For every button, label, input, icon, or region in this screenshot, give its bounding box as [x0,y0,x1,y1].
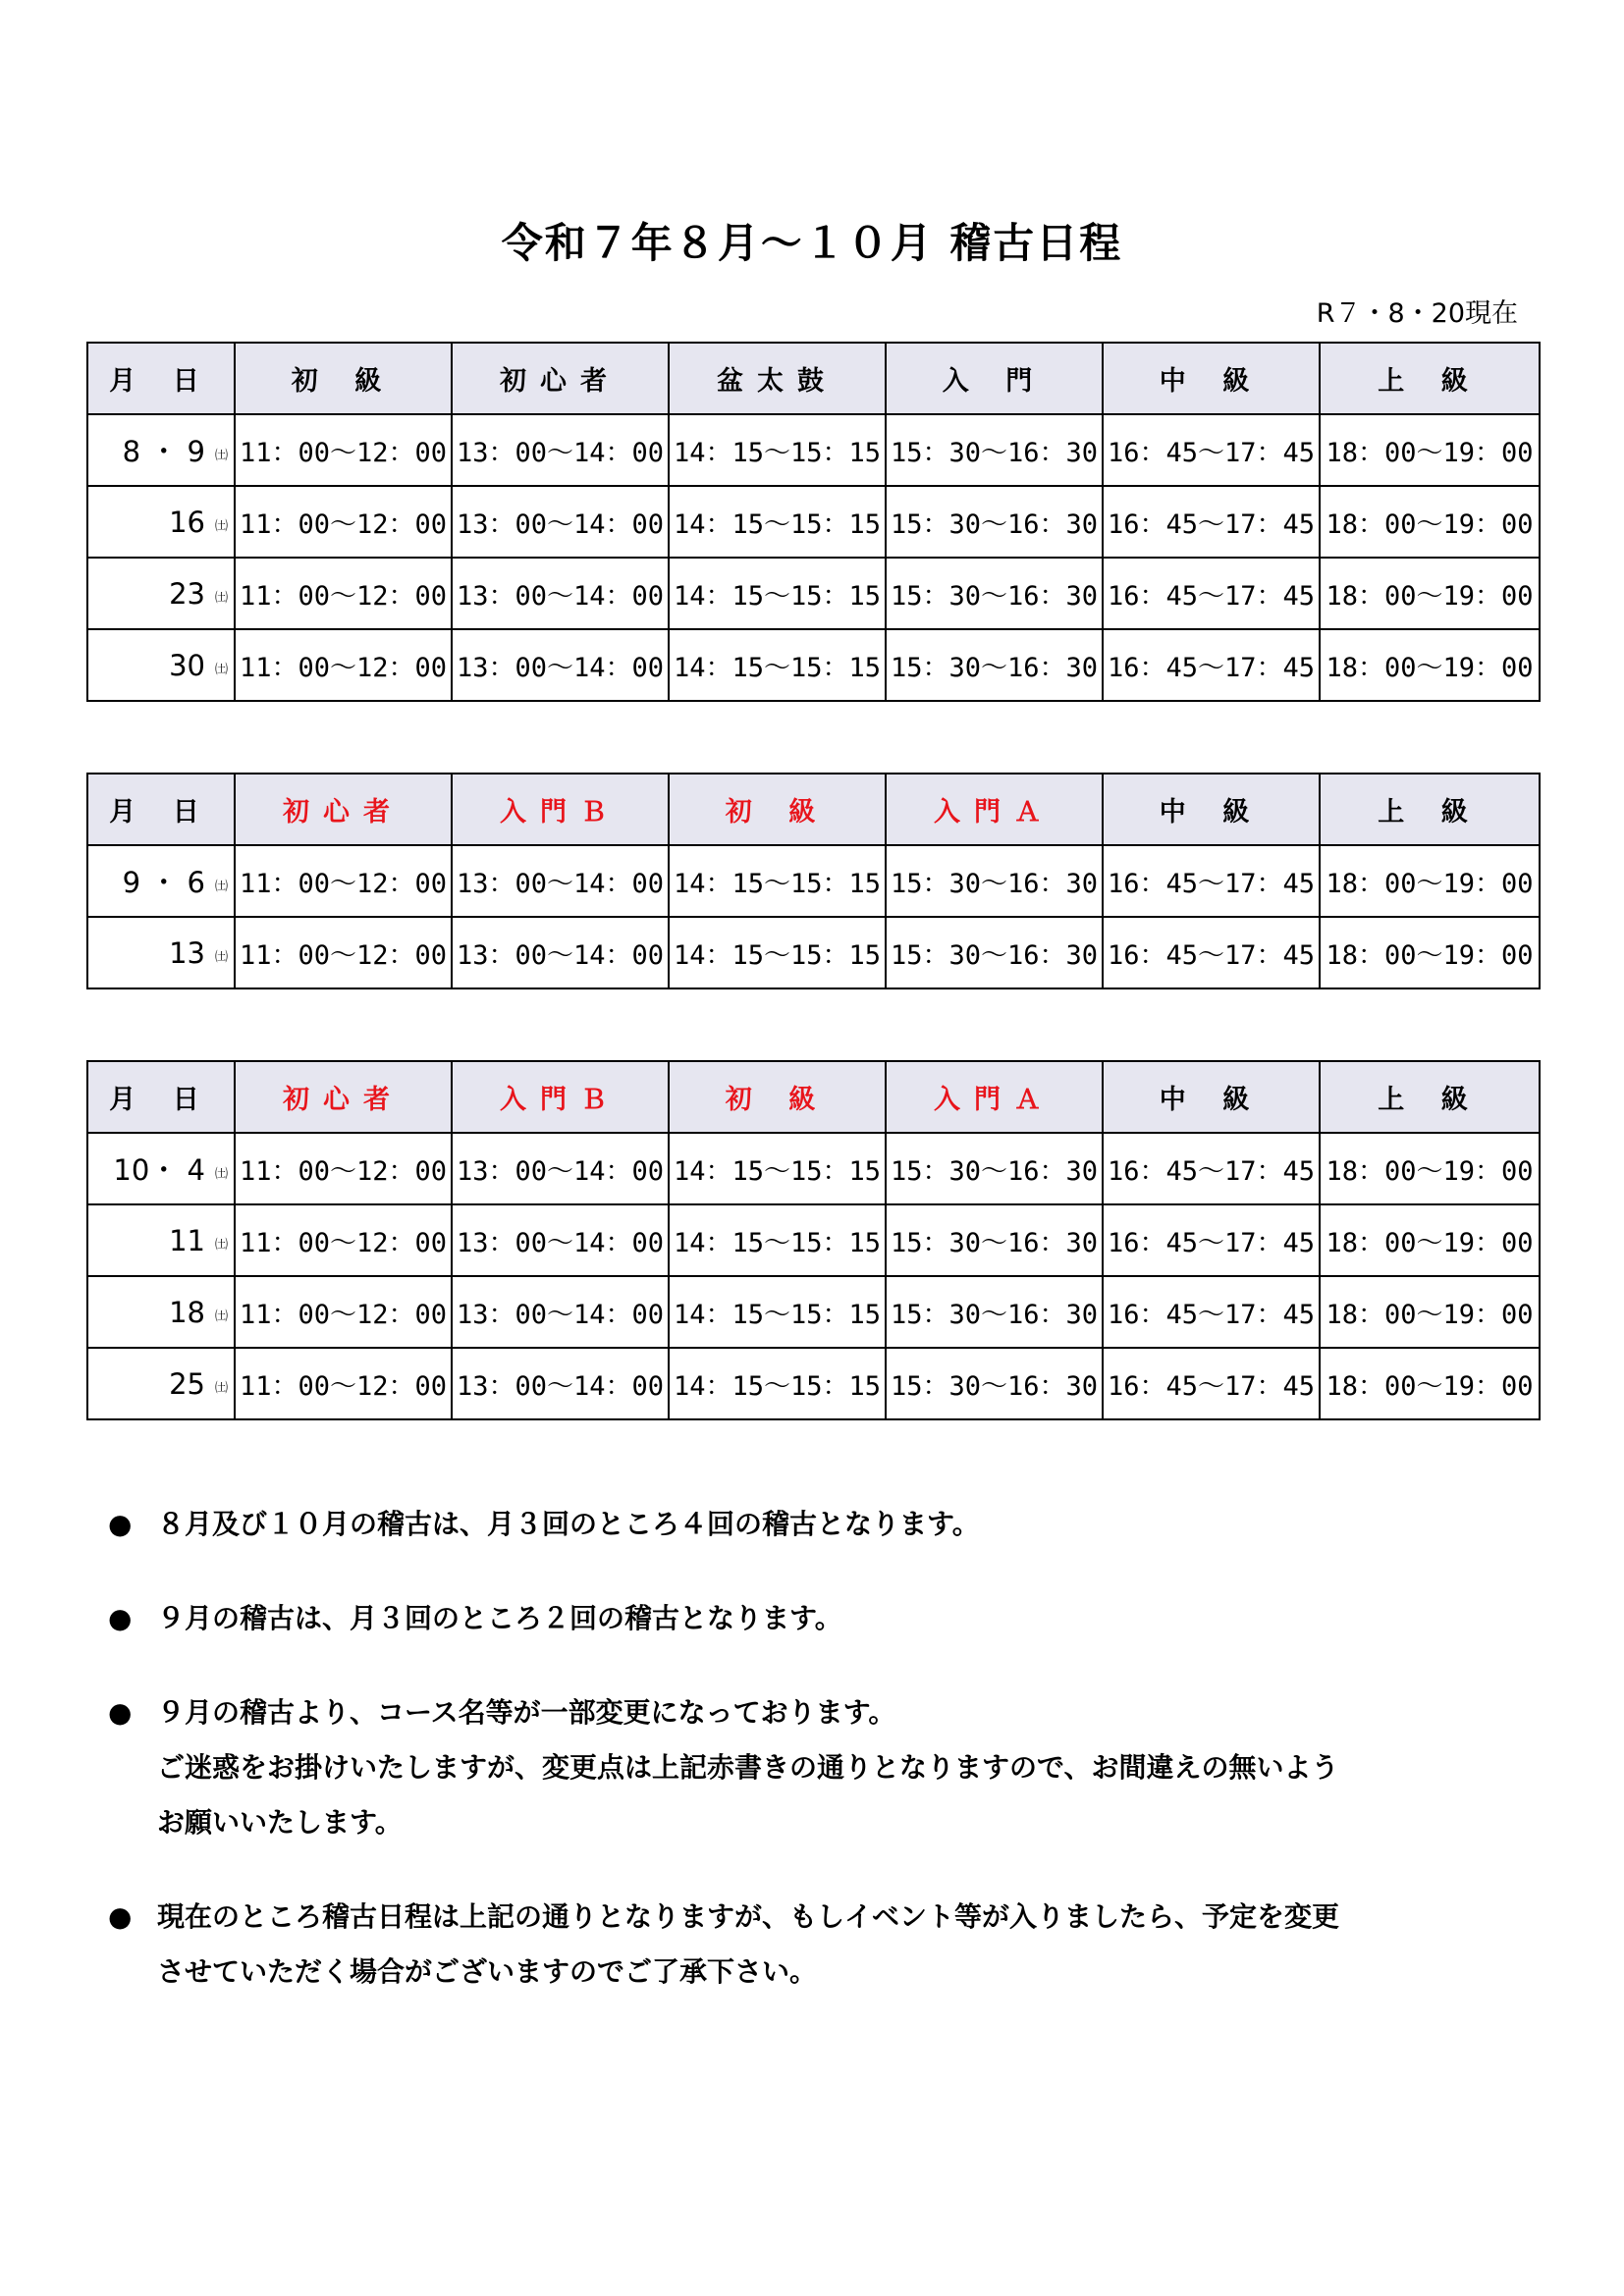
time-cell: 14：15～15：15 [669,558,886,629]
time-cell: 16：45～17：45 [1103,558,1320,629]
date-cell [87,558,235,629]
header-course: 初心者 [235,1061,452,1133]
bullet-icon: ● [108,1508,133,1540]
note-item [108,1685,1532,1850]
day-of-week: ㈯ [214,590,228,606]
note-line: 現在のところ稽古日程は上記の通りとなりますが、もしイベント等が入りましたら、予定を変更 [157,1900,1340,1933]
header-date: 月 日 [87,1061,235,1133]
schedule-table-september [86,773,1541,989]
schedule-table-august [86,342,1541,702]
time-cell: 13：00～14：00 [452,558,669,629]
time-cell: 15：30～16：30 [886,845,1103,917]
bullet-icon: ● [108,1900,133,1933]
date-cell [87,1204,235,1276]
time-cell: 14：15～15：15 [669,1276,886,1348]
date-label: 18 [169,1295,205,1329]
time-cell: 18：00～19：00 [1320,1133,1540,1204]
note-line: ８月及び１０月の稽古は、月３回のところ４回の稽古となります。 [157,1508,980,1540]
day-of-week: ㈯ [214,1380,228,1396]
time-cell: 14：15～15：15 [669,917,886,988]
date-cell [87,917,235,988]
note-line: ご迷惑をお掛けいたしますが、変更点は上記赤書きの通りとなりますので、お間違えの無いよう [157,1751,1339,1784]
day-of-week: ㈯ [214,1167,228,1182]
header-date: 月 日 [87,343,235,414]
time-cell: 15：30～16：30 [886,414,1103,486]
time-cell: 13：00～14：00 [452,1276,669,1348]
header-course: 上 級 [1320,774,1540,845]
time-cell: 14：15～15：15 [669,845,886,917]
time-cell: 18：00～19：00 [1320,558,1540,629]
date-cell [87,486,235,558]
time-cell: 15：30～16：30 [886,1133,1103,1204]
time-cell: 13：00～14：00 [452,486,669,558]
header-course: 上 級 [1320,343,1540,414]
table-row [87,917,1540,988]
time-cell: 13：00～14：00 [452,917,669,988]
bullet-icon: ● [108,1602,133,1634]
day-of-week: ㈯ [214,949,228,965]
header-date: 月 日 [87,774,235,845]
notes-list [108,1497,1532,2039]
header-course: 初心者 [235,774,452,845]
schedule-table-october [86,1060,1541,1420]
date-label: 23 [169,576,205,611]
day-of-week: ㈯ [214,1237,228,1253]
date-label: 11 [169,1223,205,1257]
time-cell: 11：00～12：00 [235,414,452,486]
header-course: 上 級 [1320,1061,1540,1133]
time-cell: 14：15～15：15 [669,1133,886,1204]
day-of-week: ㈯ [214,662,228,677]
table-row [87,486,1540,558]
page-title: 令和７年８月～１０月 稽古日程 [501,219,1123,267]
time-cell: 11：00～12：00 [235,1276,452,1348]
date-cell [87,1348,235,1419]
time-cell: 14：15～15：15 [669,629,886,701]
date-cell [87,1276,235,1348]
time-cell: 18：00～19：00 [1320,1204,1540,1276]
date-label: 9 ・ 6 [122,866,205,899]
header-course: 盆太鼓 [669,343,886,414]
day-of-week: ㈯ [214,518,228,534]
time-cell: 16：45～17：45 [1103,917,1320,988]
header-course: 初 級 [669,1061,886,1133]
time-cell: 11：00～12：00 [235,1204,452,1276]
time-cell: 11：00～12：00 [235,629,452,701]
note-line: ９月の稽古は、月３回のところ２回の稽古となります。 [157,1602,842,1634]
table-row [87,629,1540,701]
table-row [87,558,1540,629]
table-header-row [87,343,1540,414]
time-cell: 18：00～19：00 [1320,486,1540,558]
time-cell: 18：00～19：00 [1320,629,1540,701]
time-cell: 15：30～16：30 [886,1276,1103,1348]
date-label: 16 [169,505,205,539]
time-cell: 11：00～12：00 [235,1348,452,1419]
header-course: 入門Ｂ [452,1061,669,1133]
time-cell: 18：00～19：00 [1320,1348,1540,1419]
header-course: 入 門 [886,343,1103,414]
time-cell: 13：00～14：00 [452,1133,669,1204]
header-course: 入門Ａ [886,774,1103,845]
as-of-date: R７・8・20現在 [1316,298,1518,329]
date-cell [87,414,235,486]
note-line: させていただく場合がございますのでご了承下さい。 [157,1955,818,1988]
date-label: 25 [169,1366,205,1401]
time-cell: 16：45～17：45 [1103,629,1320,701]
header-course: 入門Ｂ [452,774,669,845]
day-of-week: ㈯ [214,1308,228,1324]
header-course: 入門Ａ [886,1061,1103,1133]
date-label: 8 ・ 9 [122,435,205,468]
date-label: 13 [169,935,205,970]
time-cell: 11：00～12：00 [235,917,452,988]
time-cell: 14：15～15：15 [669,1348,886,1419]
time-cell: 11：00～12：00 [235,558,452,629]
time-cell: 16：45～17：45 [1103,1133,1320,1204]
time-cell: 15：30～16：30 [886,629,1103,701]
table-row [87,845,1540,917]
table-row [87,1133,1540,1204]
note-item [108,1890,1532,2000]
table-header-row [87,1061,1540,1133]
time-cell: 11：00～12：00 [235,486,452,558]
day-of-week: ㈯ [214,880,228,894]
date-label: 10・ 4 [113,1153,205,1187]
table-row [87,414,1540,486]
time-cell: 15：30～16：30 [886,558,1103,629]
time-cell: 11：00～12：00 [235,1133,452,1204]
date-cell [87,1133,235,1204]
time-cell: 11：00～12：00 [235,845,452,917]
time-cell: 16：45～17：45 [1103,1204,1320,1276]
time-cell: 18：00～19：00 [1320,917,1540,988]
time-cell: 16：45～17：45 [1103,414,1320,486]
time-cell: 15：30～16：30 [886,917,1103,988]
day-of-week: ㈯ [214,449,228,463]
time-cell: 15：30～16：30 [886,1348,1103,1419]
time-cell: 14：15～15：15 [669,486,886,558]
table-row [87,1276,1540,1348]
header-course: 中 級 [1103,1061,1320,1133]
time-cell: 18：00～19：00 [1320,845,1540,917]
time-cell: 13：00～14：00 [452,1204,669,1276]
time-cell: 15：30～16：30 [886,1204,1103,1276]
date-label: 30 [169,648,205,682]
table-row [87,1204,1540,1276]
note-item [108,1591,1532,1646]
header-course: 初 級 [235,343,452,414]
time-cell: 13：00～14：00 [452,414,669,486]
time-cell: 14：15～15：15 [669,414,886,486]
time-cell: 18：00～19：00 [1320,414,1540,486]
date-cell [87,629,235,701]
time-cell: 13：00～14：00 [452,845,669,917]
time-cell: 16：45～17：45 [1103,845,1320,917]
table-header-row [87,774,1540,845]
time-cell: 18：00～19：00 [1320,1276,1540,1348]
note-line: ９月の稽古より、コース名等が一部変更になっております。 [157,1696,896,1729]
time-cell: 16：45～17：45 [1103,1348,1320,1419]
note-line: お願いいたします。 [157,1806,403,1839]
time-cell: 15：30～16：30 [886,486,1103,558]
time-cell: 13：00～14：00 [452,629,669,701]
time-cell: 13：00～14：00 [452,1348,669,1419]
table-row [87,1348,1540,1419]
bullet-icon: ● [108,1696,133,1729]
header-course: 初 級 [669,774,886,845]
date-cell [87,845,235,917]
note-item [108,1497,1532,1552]
header-course: 初心者 [452,343,669,414]
time-cell: 14：15～15：15 [669,1204,886,1276]
time-cell: 16：45～17：45 [1103,1276,1320,1348]
time-cell: 16：45～17：45 [1103,486,1320,558]
header-course: 中 級 [1103,774,1320,845]
header-course: 中 級 [1103,343,1320,414]
